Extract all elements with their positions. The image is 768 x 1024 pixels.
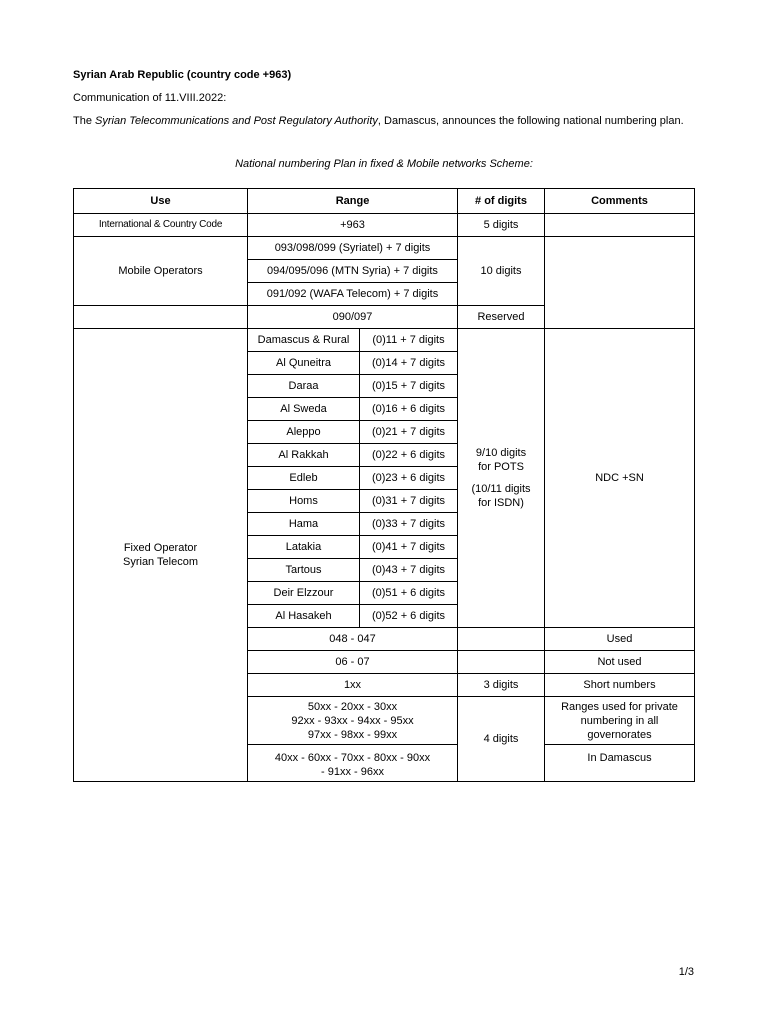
extra-range: 06 - 07	[248, 651, 458, 674]
damascus-comment: In Damascus	[545, 745, 695, 782]
area-code: (0)33 + 7 digits	[360, 513, 458, 536]
extra-comment: Short numbers	[545, 674, 695, 697]
header-comments: Comments	[545, 189, 695, 214]
private-ranges: 50xx - 20xx - 30xx 92xx - 93xx - 94xx - 95xx 97xx - 98xx - 99xx	[248, 697, 458, 745]
table-row	[74, 329, 695, 352]
area-code: (0)21 + 7 digits	[360, 421, 458, 444]
extra-digits	[458, 651, 545, 674]
international-use: International & Country Code	[74, 214, 248, 237]
international-range: +963	[248, 214, 458, 237]
area-name: Al Sweda	[248, 398, 360, 421]
extra-digits: 3 digits	[458, 674, 545, 697]
header-use: Use	[74, 189, 248, 214]
mobile-comment	[545, 237, 695, 329]
mobile-use: Mobile Operators	[74, 237, 248, 306]
fixed-operator-use: Fixed Operator Syrian Telecom	[74, 329, 248, 782]
extra-range: 048 - 047	[248, 628, 458, 651]
area-name: Hama	[248, 513, 360, 536]
header-range: Range	[248, 189, 458, 214]
page-number: 1/3	[678, 966, 694, 978]
extra-comment: Used	[545, 628, 695, 651]
mobile-range: 091/092 (WAFA Telecom) + 7 digits	[248, 283, 458, 306]
private-comment: Ranges used for private numbering in all governorates	[545, 697, 695, 745]
private-digits: 4 digits	[458, 697, 545, 782]
table-subtitle: National numbering Plan in fixed & Mobile networks Scheme:	[235, 158, 533, 170]
communication-date: Communication of 11.VIII.2022:	[73, 92, 227, 104]
area-code: (0)15 + 7 digits	[360, 375, 458, 398]
area-name: Edleb	[248, 467, 360, 490]
area-name: Deir Elzzour	[248, 582, 360, 605]
area-code: (0)41 + 7 digits	[360, 536, 458, 559]
extra-digits	[458, 628, 545, 651]
area-code: (0)51 + 6 digits	[360, 582, 458, 605]
reserved-use	[74, 306, 248, 329]
table-header-row	[74, 189, 695, 214]
table-row	[74, 214, 695, 237]
reserved-range: 090/097	[248, 306, 458, 329]
extra-range: 1xx	[248, 674, 458, 697]
area-code: (0)31 + 7 digits	[360, 490, 458, 513]
area-code: (0)43 + 7 digits	[360, 559, 458, 582]
area-name: Damascus & Rural	[248, 329, 360, 352]
area-code: (0)23 + 6 digits	[360, 467, 458, 490]
area-code: (0)16 + 6 digits	[360, 398, 458, 421]
area-name: Aleppo	[248, 421, 360, 444]
table-row	[74, 237, 695, 260]
reserved-digits: Reserved	[458, 306, 545, 329]
numbering-plan-table	[73, 188, 695, 782]
page-title: Syrian Arab Republic (country code +963)	[73, 69, 292, 81]
fixed-digits: 9/10 digits for POTS (10/11 digits for ISDN)	[458, 329, 545, 628]
damascus-ranges: 40xx - 60xx - 70xx - 80xx - 90xx - 91xx - 96xx	[248, 745, 458, 782]
mobile-range: 094/095/096 (MTN Syria) + 7 digits	[248, 260, 458, 283]
area-name: Tartous	[248, 559, 360, 582]
area-name: Al Hasakeh	[248, 605, 360, 628]
area-code: (0)22 + 6 digits	[360, 444, 458, 467]
area-code: (0)11 + 7 digits	[360, 329, 458, 352]
fixed-comment: NDC +SN	[545, 329, 695, 628]
area-name: Daraa	[248, 375, 360, 398]
area-name: Al Rakkah	[248, 444, 360, 467]
extra-comment: Not used	[545, 651, 695, 674]
area-name: Latakia	[248, 536, 360, 559]
header-digits: # of digits	[458, 189, 545, 214]
announcement-text: The Syrian Telecommunications and Post Regulatory Authority, Damascus, announces the following national numbering plan.	[73, 115, 684, 127]
area-name: Homs	[248, 490, 360, 513]
international-comment	[545, 214, 695, 237]
area-code: (0)14 + 7 digits	[360, 352, 458, 375]
area-name: Al Quneitra	[248, 352, 360, 375]
area-code: (0)52 + 6 digits	[360, 605, 458, 628]
mobile-range: 093/098/099 (Syriatel) + 7 digits	[248, 237, 458, 260]
authority-name: Syrian Telecommunications and Post Regulatory Authority	[95, 115, 378, 127]
mobile-digits: 10 digits	[458, 237, 545, 306]
international-digits: 5 digits	[458, 214, 545, 237]
